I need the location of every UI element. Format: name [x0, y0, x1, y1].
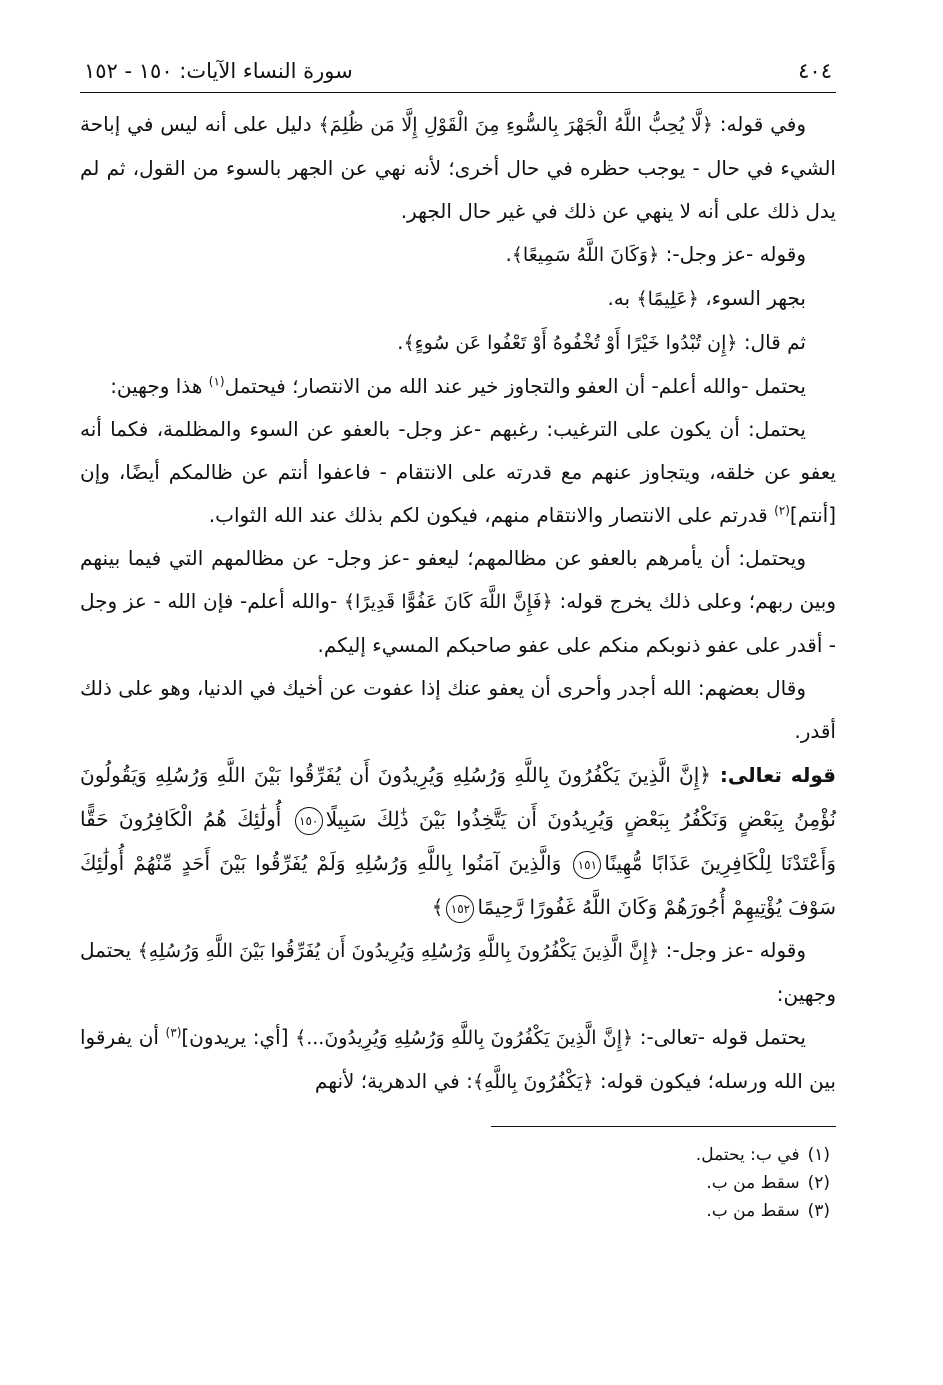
footnote-ref: (١)	[208, 374, 225, 389]
paragraph-9: وقوله -عز وجل-: ﴿إِنَّ الَّذِينَ يَكْفُرُونَ بِاللَّهِ وَرُسُلِهِ وَيُرِيدُونَ أَن يُفَرِّقُوا بَيْنَ اللَّهِ وَرُسُلِهِ﴾ يحتمل وجهين:	[79, 938, 836, 1006]
quran-verses-block: قوله تعالى: ﴿إِنَّ الَّذِينَ يَكْفُرُونَ بِاللَّهِ وَرُسُلِهِ وَيُرِيدُونَ أَن يُفَرِّقُوا بَيْنَ اللَّهِ وَرُسُلِهِ وَيَقُولُونَ نُؤْمِنُ بِبَعْضٍ وَنَكْفُرُ بِبَعْضٍ وَيُرِيدُونَ أَن يَتَّخِذُوا بَيْنَ ذَٰلِكَ سَبِيلًا١٥٠ أُولَٰئِكَ هُمُ الْكَافِرُونَ حَقًّا وَأَعْتَدْنَا لِلْكَافِرِينَ عَذَابًا مُّهِينًا١٥١ وَالَّذِينَ آمَنُوا بِاللَّهِ وَرُسُلِهِ وَلَمْ يُفَرِّقُوا بَيْنَ أَحَدٍ مِّنْهُمْ أُولَٰئِكَ سَوْفَ يُؤْتِيهِمْ أُجُورَهُمْ وَكَانَ اللَّهُ غَفُورًا رَّحِيمًا١٥٢﴾	[80, 753, 836, 929]
footnote-rule	[491, 1126, 836, 1127]
paragraph-5: يحتمل -والله أعلم- أن العفو والتجاوز خير عند الله من الانتصار؛ فيحتمل$^{(١)}$ هذا وجهين:	[110, 374, 806, 398]
quran-quote: ﴿فَإِنَّ اللَّهَ كَانَ عَفُوًّا قَدِيرًا﴾	[343, 591, 553, 613]
ayah-number-marker: ١٥٠	[295, 807, 323, 835]
running-title: سورة النساء الآيات: ١٥٠ - ١٥٢	[84, 59, 353, 83]
paragraph-6: يحتمل: أن يكون على الترغيب: رغبهم -عز وجل- بالعفو عن السوء والمظلمة، فكما أنه يعفو عن خلقه، ويتجاوز عنهم مع قدرته على الانتقام - فاعفوا أنتم عن ظالمكم أيضًا، وإن [أنتم]$^{(٢)}$ قدرتم على الانتصار والانتقام منهم، فيكون لكم بذلك عند الله الثواب.	[80, 417, 836, 527]
ayah-number-marker: ١٥١	[573, 851, 601, 879]
paragraph-3: بجهر السوء، ﴿عَلِيمًا﴾ به.	[607, 286, 806, 310]
running-header	[80, 56, 836, 92]
quran-quote: ﴿لَّا يُحِبُّ اللَّهُ الْجَهْرَ بِالسُّوءِ مِنَ الْقَوْلِ إِلَّا مَن ظُلِمَ﴾	[318, 114, 713, 136]
paragraph-10: يحتمل قوله -تعالى-: ﴿إِنَّ الَّذِينَ يَكْفُرُونَ بِاللَّهِ وَرُسُلِهِ وَيُرِيدُونَ...﴾ [أي: يريدون]$^{(٣)}$ أن يفرقوا بين الله ورسله؛ فيكون قوله: ﴿يَكْفُرُونَ بِاللَّهِ﴾: في الدهرية؛ لأنهم	[80, 1025, 836, 1093]
paragraph-1: وفي قوله: ﴿لَّا يُحِبُّ اللَّهُ الْجَهْرَ بِالسُّوءِ مِنَ الْقَوْلِ إِلَّا مَن ظُلِمَ﴾ دليل على أنه ليس في إباحة الشيء في حال - يوجب حظره في حال أخرى؛ لأنه نهي عن الجهر بالسوء من القول، ثم لم يدل ذلك على أنه لا ينهي عن ذلك في غير حال الجهر.	[80, 112, 836, 223]
quran-quote: ﴿عَلِيمًا﴾	[636, 288, 699, 310]
quran-quote: ﴿إِنَّ الَّذِينَ يَكْفُرُونَ بِاللَّهِ وَرُسُلِهِ وَيُرِيدُونَ...﴾	[295, 1027, 634, 1049]
paragraph-2: وقوله -عز وجل-: ﴿وَكَانَ اللَّهُ سَمِيعًا﴾.	[505, 242, 806, 266]
quran-quote: ﴿يَكْفُرُونَ بِاللَّهِ﴾	[472, 1071, 594, 1093]
footnote: (٢)سقط من ب.	[706, 1173, 830, 1193]
quran-quote: ﴿وَكَانَ اللَّهُ سَمِيعًا﴾	[511, 244, 660, 266]
footnote-ref: (٢)	[774, 503, 790, 518]
ayah-number-marker: ١٥٢	[446, 895, 474, 923]
footnote: (١)في ب: يحتمل.	[695, 1145, 830, 1165]
paragraph-8: وقال بعضهم: الله أجدر وأحرى أن يعفو عنك إذا عفوت عن أخيك في الدنيا، وهو على ذلك أقدر.	[80, 676, 836, 743]
footnote: (٣)سقط من ب.	[706, 1201, 830, 1221]
paragraph-7: ويحتمل: أن يأمرهم بالعفو عن مظالمهم؛ ليعفو -عز وجل- عن مظالمهم التي فيما بينهم وبين ربهم؛ وعلى ذلك يخرج قوله: ﴿فَإِنَّ اللَّهَ كَانَ عَفُوًّا قَدِيرًا﴾ -والله أعلم- فإن الله - عز وجل - أقدر على عفو ذنوبكم منكم على عفو صاحبكم المسيء إليكم.	[80, 546, 836, 657]
footnote-ref: (٣)	[165, 1025, 182, 1040]
quran-quote: ﴿إِن تُبْدُوا خَيْرًا أَوْ تُخْفُوهُ أَوْ تَعْفُوا عَن سُوءٍ﴾	[403, 332, 738, 354]
paragraph-4: ثم قال: ﴿إِن تُبْدُوا خَيْرًا أَوْ تُخْفُوهُ أَوْ تَعْفُوا عَن سُوءٍ﴾.	[397, 330, 806, 354]
page-number: ٤٠٤	[798, 59, 832, 83]
header-rule	[80, 92, 836, 93]
verse-lead: قوله تعالى:	[711, 763, 836, 787]
quran-quote: ﴿إِنَّ الَّذِينَ يَكْفُرُونَ بِاللَّهِ وَرُسُلِهِ وَيُرِيدُونَ أَن يُفَرِّقُوا بَيْنَ اللَّهِ وَرُسُلِهِ﴾	[137, 940, 660, 962]
page	[80, 56, 836, 1225]
